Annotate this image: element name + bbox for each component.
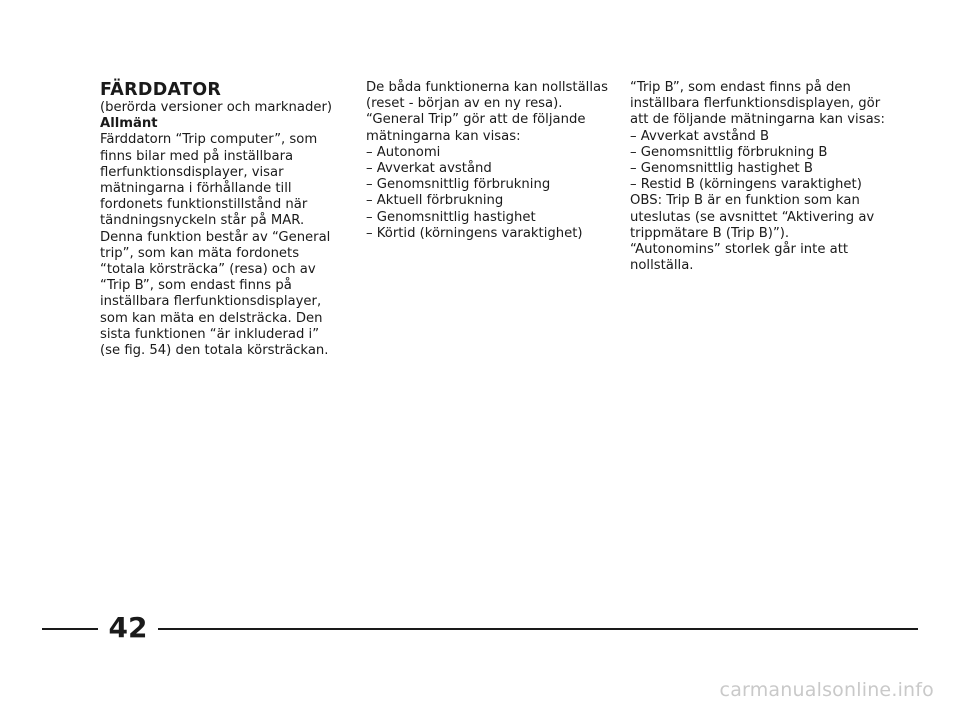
page-number: 42 bbox=[108, 611, 148, 644]
reset-paragraph bbox=[366, 80, 606, 112]
list-item: – Aktuell förbrukning bbox=[366, 193, 504, 209]
trip-b-paragraph bbox=[630, 80, 890, 129]
text-line: sista funktionen “är inkluderad i” bbox=[100, 326, 320, 342]
text-line: (reset - början av en ny resa). bbox=[366, 96, 563, 112]
text-line: nollställa. bbox=[630, 258, 694, 274]
section-title: FÄRDDATOR bbox=[100, 80, 222, 100]
text-line: “totala körsträcka” (resa) och av bbox=[100, 262, 316, 278]
text-line: Färddatorn “Trip computer”, som bbox=[100, 132, 318, 148]
list-item: – Autonomi bbox=[366, 144, 441, 160]
text-line: “Trip B”, som endast finns på den bbox=[630, 80, 851, 95]
text-line: “General Trip” gör att de följande bbox=[366, 112, 586, 128]
list-item: – Genomsnittlig förbrukning bbox=[366, 177, 551, 193]
text-line: (se fig. 54) den totala körsträckan. bbox=[100, 343, 329, 359]
footer-rule-right bbox=[158, 628, 918, 630]
note-paragraph bbox=[630, 193, 890, 274]
text-line: trippmätare B (Trip B)”). bbox=[630, 225, 790, 241]
subsection-heading: Allmänt bbox=[100, 116, 158, 132]
text-line: “Autonomins” storlek går inte att bbox=[630, 242, 849, 258]
list-item: – Körtid (körningens varaktighet) bbox=[366, 225, 583, 241]
general-trip-paragraph bbox=[366, 112, 606, 144]
text-line: tändningsnyckeln står på MAR. bbox=[100, 213, 305, 229]
text-line: De båda funktionerna kan nollställas bbox=[366, 80, 608, 95]
text-line: uteslutas (se avsnittet “Aktivering av bbox=[630, 209, 875, 225]
text-line: “Trip B”, som endast finns på bbox=[100, 278, 292, 294]
list-item: – Genomsnittlig förbrukning B bbox=[630, 144, 828, 160]
column-right bbox=[630, 80, 890, 274]
text-line: att de följande mätningarna kan visas: bbox=[630, 112, 885, 128]
section-subtitle: (berörda versioner och marknader) bbox=[100, 100, 333, 115]
footer-rule-left bbox=[42, 628, 98, 630]
text-line: trip”, som kan mäta fordonets bbox=[100, 245, 300, 261]
text-line: finns bilar med på inställbara bbox=[100, 148, 294, 164]
column-middle bbox=[366, 80, 606, 242]
list-item: – Restid B (körningens varaktighet) bbox=[630, 177, 862, 193]
text-line: inställbara flerfunktionsdisplayer, bbox=[100, 294, 322, 310]
text-line: flerfunktionsdisplayer, visar bbox=[100, 164, 284, 180]
intro-paragraph bbox=[100, 132, 340, 359]
text-line: mätningarna i förhållande till bbox=[100, 181, 292, 197]
text-line: OBS: Trip B är en funktion som kan bbox=[630, 193, 860, 209]
text-line: inställbara flerfunktionsdisplayen, gör bbox=[630, 96, 881, 112]
list-item: – Avverkat avstånd B bbox=[630, 128, 770, 144]
watermark: carmanualsonline.info bbox=[719, 679, 934, 701]
text-line: mätningarna kan visas: bbox=[366, 128, 521, 144]
text-line: Denna funktion består av “General bbox=[100, 229, 331, 245]
column-left bbox=[100, 80, 340, 359]
list-item: – Genomsnittlig hastighet B bbox=[630, 161, 813, 177]
list-item: – Avverkat avstånd bbox=[366, 161, 492, 177]
list-item: – Genomsnittlig hastighet bbox=[366, 209, 536, 225]
text-line: som kan mäta en delsträcka. Den bbox=[100, 310, 323, 326]
text-line: fordonets funktionstillstånd när bbox=[100, 197, 308, 213]
